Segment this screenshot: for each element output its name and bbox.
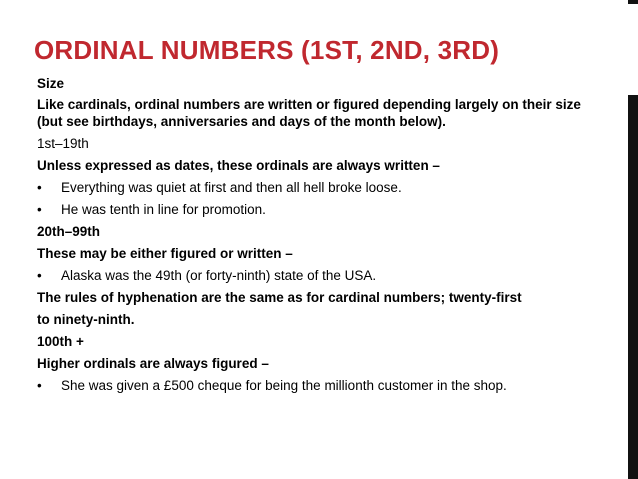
bullet-item (37, 267, 597, 284)
range-100th-rule: Higher ordinals are always figured – (37, 356, 269, 371)
bullet-marker: • (37, 202, 42, 217)
bullet-text: Alaska was the 49th (or forty-ninth) state of the USA. (61, 268, 377, 283)
bullet-marker: • (37, 378, 42, 393)
bullet-marker: • (37, 180, 42, 195)
bullet-text: He was tenth in line for promotion. (61, 202, 266, 217)
range-20th-99th-heading: 20th–99th (37, 224, 101, 239)
edge-bar-top (628, 0, 638, 4)
bullet-item (37, 179, 597, 196)
bullet-text: Everything was quiet at first and then all hell broke loose. (61, 180, 402, 195)
range-100th-heading: 100th + (37, 334, 84, 349)
bullet-item (37, 201, 597, 218)
size-heading: Size (37, 76, 65, 91)
bullet-text: She was given a £500 cheque for being the millionth customer in the shop. (61, 378, 507, 393)
hyphenation-rule: The rules of hyphenation are the same as for cardinal numbers; twenty-first (37, 290, 522, 305)
edge-bar-right (628, 95, 638, 479)
range-1st-19th-heading: 1st–19th (37, 136, 89, 151)
range-20th-99th-rule: These may be either figured or written – (37, 246, 293, 261)
size-paragraph: Like cardinals, ordinal numbers are written or figured depending largely on their size (but see birthdays, anniversaries and days of the month below). (37, 97, 581, 129)
slide-body (37, 75, 597, 394)
range-1st-19th-rule: Unless expressed as dates, these ordinals are always written – (37, 158, 440, 173)
bullet-item (37, 377, 597, 394)
bullet-marker: • (37, 268, 42, 283)
slide-title: ORDINAL NUMBERS (1ST, 2ND, 3RD) (34, 35, 500, 65)
hyphenation-rule-continued: to ninety-ninth. (37, 312, 135, 327)
